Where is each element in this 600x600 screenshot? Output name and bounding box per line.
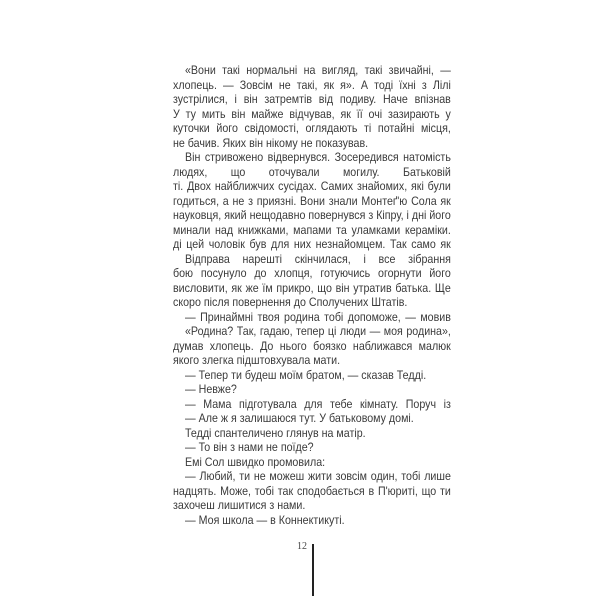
text-line-content: Відправа нарешті скінчилася, і все зібрання — [185, 252, 451, 266]
text-line-content: зустрілися, і він затремтів від подиву. Наче впізнав — [173, 93, 451, 106]
text-line — [173, 325, 451, 340]
text-line — [173, 383, 451, 398]
text-line — [173, 79, 451, 94]
text-line — [173, 166, 451, 181]
text-line — [173, 122, 451, 137]
text-line — [173, 93, 451, 108]
text-line-content: — Моя школа — в Коннектикуті. — [185, 513, 345, 527]
text-line-content: минали над книжками, мапами та уламками кераміки. — [173, 223, 451, 237]
text-line-content: — Але ж я залишаюся тут. У батьковому домі. — [185, 412, 414, 425]
page-number: 12 — [297, 541, 307, 552]
text-line-content: — Тепер ти будеш моїм братом, — сказав Тедді. — [185, 368, 427, 382]
text-line-content: — Невже? — [185, 383, 237, 396]
text-line — [173, 253, 451, 268]
text-line — [173, 354, 451, 369]
text-line-content: годиться, а не з приязні. Вони знали Монтеґ'ю Сола як — [173, 194, 451, 208]
text-line-content: науковця, який нещодавно повернувся з Кіпру, і дні його — [173, 209, 451, 222]
text-line-content: ді цей чоловік був для них незнайомцем. Так само як — [173, 238, 451, 251]
text-line-content: якого злегка підштовхувала мати. — [173, 354, 341, 367]
text-line-content: Емі Сол швидко промовила: — [185, 455, 326, 469]
text-line — [173, 398, 451, 413]
text-line-content: «Родина? Так, гадаю, тепер ці люди — моя родина», — [185, 325, 451, 338]
text-line — [173, 499, 451, 514]
text-line-content: — Принаймні твоя родина тобі допоможе, — мовив — [185, 310, 451, 324]
text-line-content: висловити, як же їм прикро, що він утратив батька. Ще — [173, 281, 451, 295]
text-line-content: — Мама підготувала для тебе кімнату. Поруч із — [185, 397, 451, 411]
text-line-content: ті. Двох найближчих сусідах. Самих знайомих, які були — [173, 180, 451, 193]
text-line — [173, 224, 451, 239]
page-margin-rule — [312, 544, 314, 596]
text-line-content: Він стривожено відвернувся. Зосередився натомість — [185, 151, 451, 164]
text-line-content: хлопець. — Зовсім не такі, як я». А тоді їхні з Лілі — [173, 78, 451, 92]
text-line-content: думав хлопець. До нього боязко наближався малюк — [173, 339, 451, 353]
text-line — [173, 514, 451, 529]
text-line — [173, 209, 451, 224]
text-line — [173, 195, 451, 210]
text-line — [173, 180, 451, 195]
text-line — [173, 238, 451, 253]
text-line — [173, 137, 451, 152]
text-line — [173, 412, 451, 427]
text-line — [173, 296, 451, 311]
text-line — [173, 456, 451, 471]
page-body-text — [173, 64, 451, 528]
text-line — [173, 427, 451, 442]
text-line-content: скоро після повернення до Сполучених Штатів. — [173, 296, 408, 309]
text-line-content: бою посунуло до хлопця, готуючись огорнути його — [173, 267, 451, 280]
text-line — [173, 470, 451, 485]
text-line-content: захочеш лишитися з нами. — [173, 499, 306, 512]
text-line-content: У ту мить він майже відчував, як її очі зазирають у — [173, 107, 451, 121]
text-line — [173, 485, 451, 500]
text-line — [173, 151, 451, 166]
text-line-content: «Вони такі нормальні на вигляд, такі звичайні, — — [185, 64, 451, 77]
text-line-content: людях, що оточували могилу. Батьковій — [173, 165, 451, 179]
text-line-content: — То він з нами не поїде? — [185, 441, 314, 454]
text-line — [173, 64, 451, 79]
text-line — [173, 340, 451, 355]
text-line — [173, 267, 451, 282]
text-line-content: куточки його свідомості, оглядають ті потайні місця, — [173, 122, 451, 135]
text-line — [173, 311, 451, 326]
text-line-content: Тедді спантеличено глянув на матір. — [185, 426, 366, 440]
text-line-content: — Любий, ти не можеш жити зовсім один, тобі лише — [185, 470, 451, 483]
text-line-content: надцять. Може, тобі так сподобається в П'юриті, що ти — [173, 484, 451, 498]
text-line — [173, 108, 451, 123]
text-line — [173, 282, 451, 297]
text-line — [173, 441, 451, 456]
text-line — [173, 369, 451, 384]
text-line-content: не бачив. Яких він нікому не показував. — [173, 136, 369, 150]
